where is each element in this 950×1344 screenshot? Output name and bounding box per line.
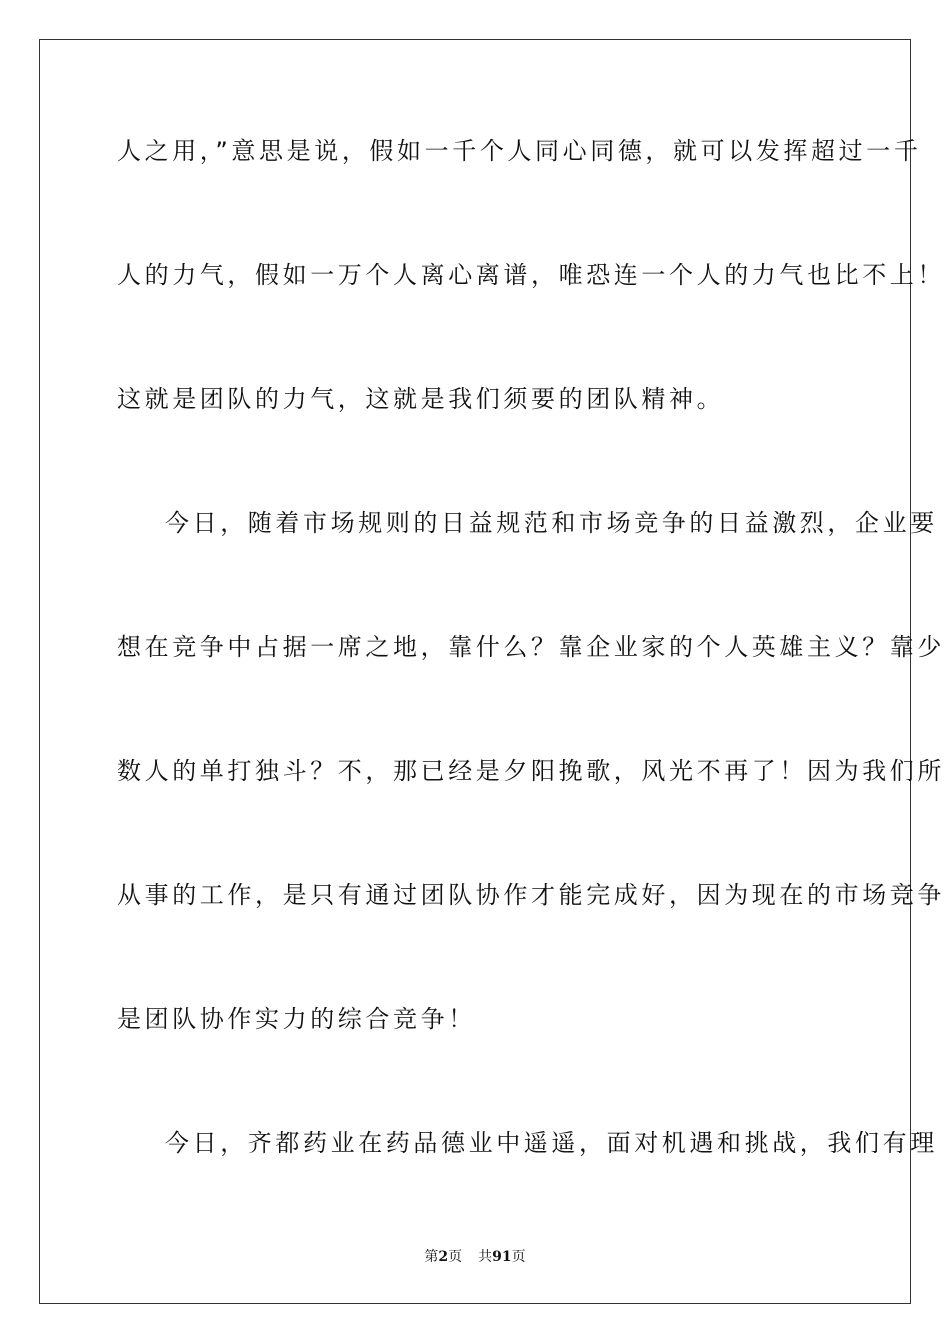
total-pages: 91 [492, 1249, 512, 1265]
text-line: 数人的单打独斗？不，那已经是夕阳挽歌，风光不再了！因为我们所 [117, 757, 945, 785]
text-line: 从事的工作，是只有通过团队协作才能完成好，因为现在的市场竞争 [117, 881, 945, 909]
total-label-prefix: 共 [478, 1249, 493, 1265]
page-number: 2 [438, 1249, 449, 1265]
text-line: 人的力气，假如一万个人离心离谱，唯恐连一个人的力气也比不上！ [117, 261, 945, 289]
paragraph-first-line: 今日，齐都药业在药品德业中遥遥，面对机遇和挑战，我们有理 [165, 1129, 938, 1157]
page-label-prefix: 第 [424, 1249, 439, 1265]
page-footer [0, 1247, 950, 1267]
total-label-suffix: 页 [511, 1249, 526, 1265]
text-line: 想在竞争中占据一席之地，靠什么？靠企业家的个人英雄主义？靠少 [117, 633, 945, 661]
text-line: 这就是团队的力气，这就是我们须要的团队精神。 [117, 385, 725, 413]
page-border [39, 39, 945, 1304]
page-label-suffix: 页 [448, 1249, 463, 1265]
text-line: 人之用，”意思是说，假如一千个人同心同德，就可以发挥超过一千 [117, 137, 922, 165]
text-line: 是团队协作实力的综合竞争！ [117, 1005, 476, 1033]
paragraph-first-line: 今日，随着市场规则的日益规范和市场竞争的日益激烈，企业要 [165, 509, 938, 537]
